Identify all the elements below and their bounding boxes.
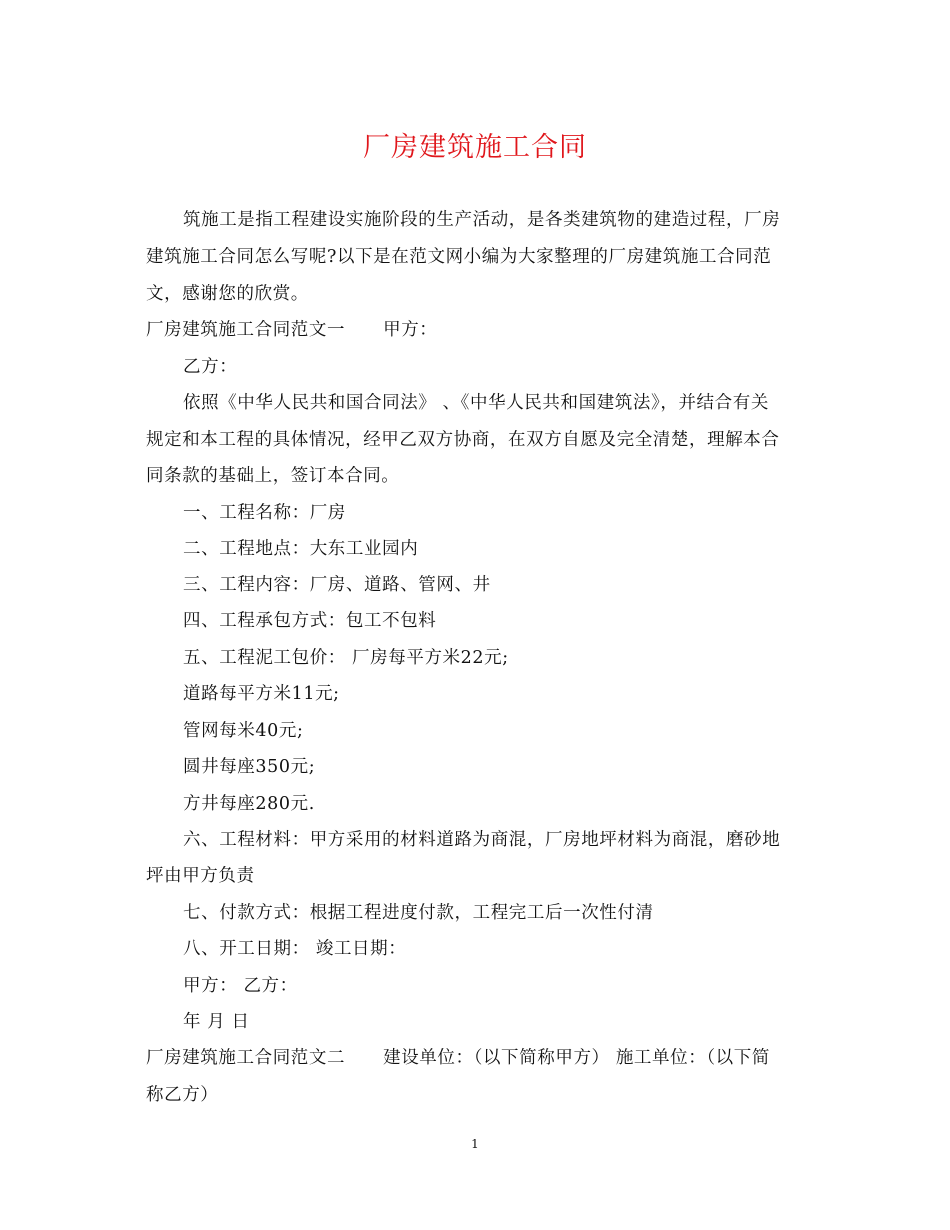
sample2-heading-row [146,1046,770,1070]
party-a-label: 甲方： [383,320,438,340]
price-square-well: 方井每座280元. [183,794,315,814]
sample2-parties-line-2: 称乙方） [146,1085,219,1105]
basis-line-2: 规定和本工程的具体情况，经甲乙双方协商，在双方自愿及完全清楚，理解本合 [146,430,780,450]
intro-line-2: 建筑施工合同怎么写呢?以下是在范文网小编为大家整理的厂房建筑施工合同范 [146,247,772,267]
sample2-parties-line-1: 建设单位：（以下简称甲方） 施工单位：（以下简 [383,1048,770,1068]
page-number: 1 [471,1137,479,1151]
document-title: 厂房建筑施工合同 [363,132,587,163]
basis-line-3: 同条款的基础上，签订本合同。 [146,466,400,486]
signature-line: 甲方： 乙方： [183,976,298,996]
clause-project-location: 二、工程地点：大东工业园内 [183,539,419,559]
sample1-heading-row [146,318,437,342]
price-road: 道路每平方米11元; [183,684,340,704]
clause-materials-line-2: 坪由甲方负责 [146,866,255,886]
price-round-well: 圆井每座350元; [183,757,316,777]
clause-project-name: 一、工程名称：厂房 [183,503,346,523]
date-line: 年 月 日 [183,1012,250,1032]
clause-payment: 七、付款方式：根据工程进度付款，工程完工后一次性付清 [183,903,654,923]
price-pipe: 管网每米40元; [183,721,304,741]
clause-dates: 八、开工日期： 竣工日期： [183,939,407,959]
intro-line-3: 文，感谢您的欣赏。 [146,284,309,304]
intro-line-1: 筑施工是指工程建设实施阶段的生产活动，是各类建筑物的建造过程，厂房 [183,210,781,230]
sample2-heading: 厂房建筑施工合同范文二 [146,1048,346,1068]
party-b-label: 乙方： [183,357,238,377]
clause-labor-price: 五、工程泥工包价： 厂房每平方米22元; [183,648,509,668]
clause-materials-line-1: 六、工程材料：甲方采用的材料道路为商混，厂房地坪材料为商混，磨砂地 [183,830,781,850]
clause-project-content: 三、工程内容：厂房、道路、管网、井 [183,575,491,595]
basis-line-1: 依照《中华人民共和国合同法》 、《中华人民共和国建筑法》，并结合有关 [183,393,769,413]
clause-contract-method: 四、工程承包方式：包工不包料 [183,611,437,631]
sample1-heading: 厂房建筑施工合同范文一 [146,320,346,340]
